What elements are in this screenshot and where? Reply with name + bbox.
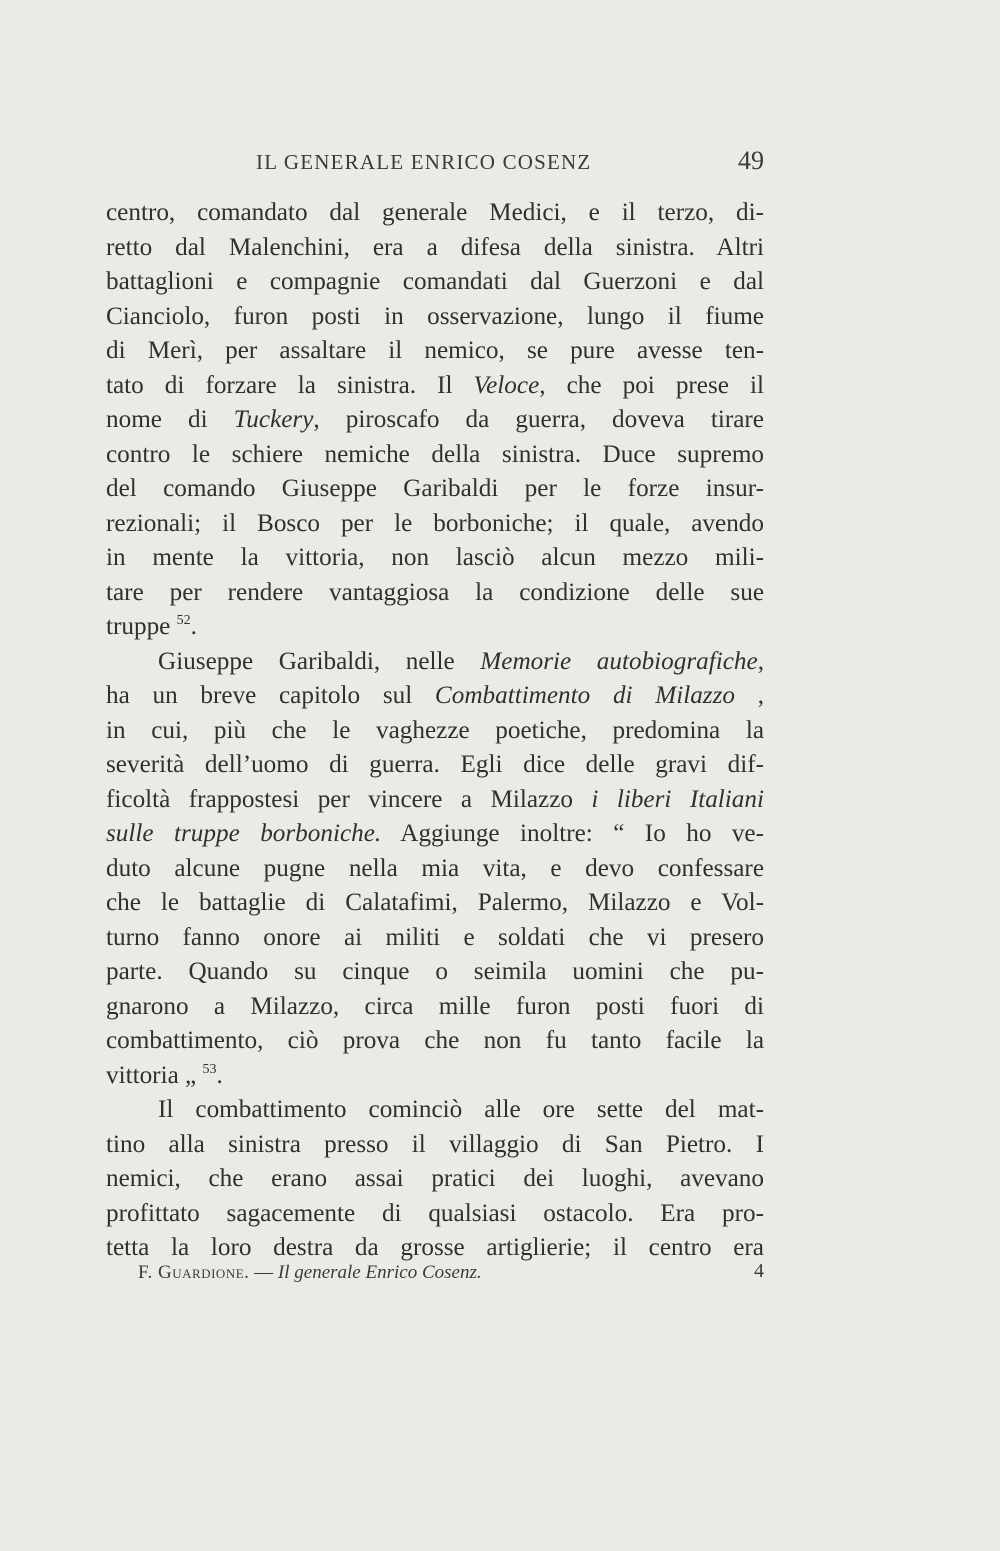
signature-mark: 4 (754, 1260, 764, 1282)
text-line (106, 300, 764, 335)
text-segment: combattimento, ciò prova che non fu tanto facile la (106, 1027, 764, 1054)
text-segment: , (757, 647, 764, 675)
text-segment: truppe (106, 613, 177, 640)
text-segment: retto dal Malenchini, era a difesa della sinistra. Altri (106, 233, 764, 261)
text-segment: ficoltà frappostesi per vincere a Milazzo (106, 785, 592, 813)
italic-text: Veloce (473, 371, 540, 399)
text-segment: tetta la loro destra da grosse artiglierie; il centro era (106, 1234, 764, 1261)
text-segment: battaglioni e compagnie comandati dal Guerzoni e dal (106, 268, 764, 295)
text-segment: , piroscafo da guerra, doveva tirare (313, 406, 764, 433)
text-line (106, 645, 764, 680)
footnote-reference: 52 (176, 613, 191, 628)
text-segment: . (216, 1061, 223, 1089)
text-segment: vittoria „ (106, 1061, 203, 1089)
text-line (106, 921, 764, 956)
text-segment: . (190, 613, 197, 640)
page-header (106, 146, 764, 180)
text-line (106, 748, 764, 783)
running-title: IL GENERALE ENRICO COSENZ (256, 150, 592, 174)
text-line (106, 1128, 764, 1163)
text-line (106, 886, 764, 921)
italic-text: Tuckery (233, 406, 314, 433)
text-segment: Il combattimento cominciò alle ore sette del mat- (158, 1096, 764, 1123)
text-line (106, 1162, 764, 1197)
text-segment: Cianciolo, furon posti in osservazione, lungo il fiume (106, 302, 764, 330)
text-segment: , (735, 682, 764, 709)
text-line (106, 1197, 764, 1232)
text-segment: centro, comandato dal generale Medici, e il terzo, di- (106, 199, 764, 226)
text-line (106, 990, 764, 1025)
text-segment: nome di (106, 406, 234, 433)
text-segment: duto alcune pugne nella mia vita, e devo confessare (106, 854, 764, 882)
text-segment: parte. Quando su cinque o seimila uomini che pu- (106, 958, 764, 985)
text-segment: tare per rendere vantaggiosa la condizione delle sue (106, 578, 764, 606)
text-line (106, 576, 764, 611)
text-line (106, 852, 764, 887)
page-number: 49 (738, 146, 764, 175)
text-line (106, 714, 764, 749)
footer-credit (138, 1262, 482, 1284)
text-line (106, 1024, 764, 1059)
footer-book-title: Il generale Enrico Cosenz. (277, 1262, 482, 1283)
text-line (106, 541, 764, 576)
footer-author: F. Guardione. (138, 1262, 250, 1283)
text-segment: gnarono a Milazzo, circa mille furon posti fuori di (106, 992, 764, 1020)
text-line (106, 369, 764, 404)
text-line (106, 472, 764, 507)
text-line (106, 955, 764, 990)
italic-text: Combattimento di Milazzo (434, 682, 735, 709)
text-segment: severità dell’uomo di guerra. Egli dice delle gravi dif- (106, 751, 764, 778)
text-segment: profittato sagacemente di qualsiasi ostacolo. Era pro- (106, 1199, 764, 1227)
italic-text: Memorie autobiografiche (480, 647, 758, 675)
text-line (106, 265, 764, 300)
text-line (106, 817, 764, 852)
text-segment: nemici, che erano assai pratici dei luoghi, avevano (106, 1165, 764, 1192)
page-footer (138, 1260, 764, 1290)
text-segment: contro le schiere nemiche della sinistra. Duce supremo (106, 440, 764, 468)
text-line (106, 403, 764, 438)
footnote-reference: 53 (202, 1061, 217, 1077)
text-segment: di Merì, per assaltare il nemico, se pure avesse ten- (106, 337, 764, 364)
text-line (106, 507, 764, 542)
text-line (106, 783, 764, 818)
text-line (106, 679, 764, 714)
text-line (106, 438, 764, 473)
text-line (106, 610, 764, 645)
text-line (106, 231, 764, 266)
text-line (106, 1059, 764, 1094)
italic-text: sulle truppe borboniche. (106, 820, 382, 847)
text-line (106, 196, 764, 231)
text-line (106, 1093, 764, 1128)
text-segment: che le battaglie di Calatafimi, Palermo, Milazzo e Vol- (106, 889, 764, 916)
text-segment: in mente la vittoria, non lasciò alcun mezzo mili- (106, 544, 764, 571)
text-segment: Giuseppe Garibaldi, nelle (158, 647, 481, 675)
footer-separator: — (249, 1262, 278, 1283)
text-segment: rezionali; il Bosco per le borboniche; il quale, avendo (106, 509, 764, 537)
text-segment: tino alla sinistra presso il villaggio di San Pietro. I (106, 1130, 764, 1158)
text-segment: in cui, più che le vaghezze poetiche, predomina la (106, 716, 764, 744)
text-segment: tato di forzare la sinistra. Il (106, 371, 474, 399)
text-segment: , che poi prese il (539, 371, 764, 399)
text-segment: Aggiunge inoltre: “ Io ho ve- (381, 820, 764, 847)
text-segment: del comando Giuseppe Garibaldi per le forze insur- (106, 475, 764, 502)
text-segment: turno fanno onore ai militi e soldati che vi presero (106, 923, 764, 951)
text-segment: ha un breve capitolo sul (106, 682, 435, 709)
italic-text: i liberi Italiani (591, 785, 764, 813)
text-line (106, 334, 764, 369)
body-text (106, 196, 764, 1266)
